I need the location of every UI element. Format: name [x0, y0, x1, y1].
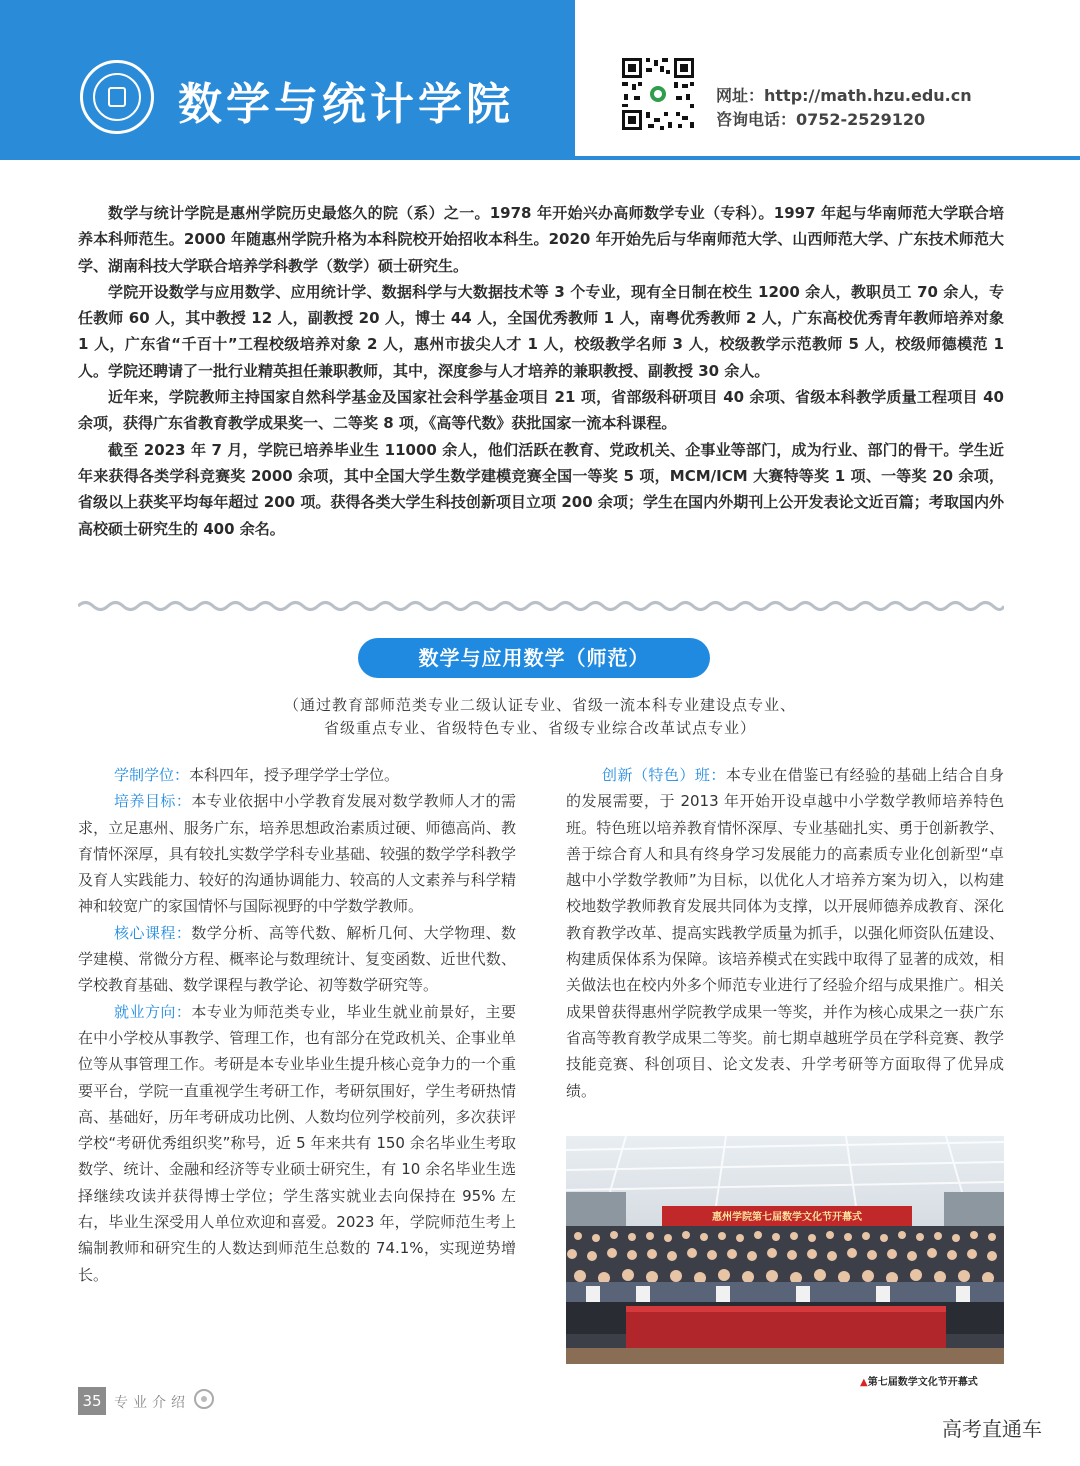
caption-text: 第七届数学文化节开幕式 [867, 1377, 978, 1388]
university-logo [80, 60, 154, 134]
logo-ring [93, 73, 141, 121]
page-number: 35 [78, 1387, 106, 1415]
phone-text: 咨询电话：0752-2529120 [716, 110, 926, 129]
wave-divider [78, 598, 1004, 614]
career-section [78, 999, 516, 1288]
career-text: 本专业为师范类专业，毕业生就业前景好，主要在中小学校从事教学、管理工作，也有部分在党政机关、企事业单位等从事管理工作。考研是本专业毕业生提升核心竞争力的一个重要平台，学院一直重视学生考研工作，考研氛围好，学生考研热情高、基础好，历年考研成功比例、人数均位列学校前列，多次获评学校“考研优秀组织奖”称号，近 5 年来共有 150 余名毕业生考取数学、统计、金融和经济等专业硕士研究生，有 10 余名毕业生选择继续攻读并获得博士学位；学生落实就业去向保持在 95% 左右，毕业生深受用人单位欢迎和喜爱。2023 年，学院师范生考上编制教师和研究生的人数达到师范生总数的 74.1%，实现逆势增长。 [78, 1002, 516, 1284]
website-text[interactable]: 网址：http://math.hzu.edu.cn [716, 86, 972, 105]
goal-text: 本专业依据中小学教育发展对数学教师人才的需求，立足惠州、服务广东，培养思想政治素质过硬、师德高尚、教育情怀深厚，具有较扎实数学学科专业基础、较强的数学学科教学及育人实践能力、较好的沟通协调能力、较高的人文素养与科学精神和较宽广的家国情怀与国际视野的中学数学教师。 [78, 792, 516, 916]
degree-text: 本科四年，授予理学学士学位。 [189, 766, 400, 784]
innovation-text: 本专业在借鉴已有经验的基础上结合自身的发展需要，于 2013 年开始开设卓越中小学数学教师培养特色班。特色班以培养教育情怀深厚、专业基础扎实、勇于创新教学、善于综合育人和具有终身学习发展能力的高素质专业化创新型“卓越中小学数学教师”为目标，以优化人才培养方案为切入，以构建校地数学教师教育发展共同体为支撑，以开展师德养成教育、深化教育教学改革、提高实践教学质量为抓手，以强化师资队伍建设、构建质保体系为保障。该培养模式在实践中取得了显著的成效，相关做法也在校内外多个师范专业进行了经验介绍与成果推广。相关成果曾获得惠州学院教学成果一等奖，并作为核心成果之一获广东省高等教育教学成果二等奖。前七期卓越班学员在学科竞赛、教学技能竞赛、科创项目、论文发表、升学考研等方面取得了优异成绩。 [566, 766, 1004, 1100]
major-title-pill: 数学与应用数学（师范） [358, 638, 710, 678]
courses-section [78, 920, 516, 999]
intro-paragraph: 近年来，学院教师主持国家自然科学基金及国家社会科学基金项目 21 项，省部级科研项目 40 余项、省级本科教学质量工程项目 40 余项，获得广东省教育教学成果奖一、二等奖 8 项，《高等代数》获批国家一流本科课程。 [78, 388, 1004, 433]
degree-section [78, 762, 516, 788]
innovation-term: 创新（特色）班： [602, 766, 726, 784]
event-banner-text: 惠州学院第七届数学文化节开幕式 [712, 1212, 862, 1223]
goal-term: 培养目标： [114, 792, 192, 811]
header-rule [0, 156, 1080, 160]
ceremony-photo [566, 1136, 1004, 1364]
intro-paragraph: 截至 2023 年 7 月，学院已培养毕业生 11000 余人，他们活跃在教育、党政机关、企事业等部门，成为行业、部门的骨干。学生近年来获得各类学科竞赛奖 2000 余项，其中全国大学生数学建模竞赛全国一等奖 5 项，MCM/ICM 大赛特等奖 1 项、一等奖 20 余项，省级以上获奖平均每年超过 200 项。获得各类大学生科技创新项目立项 200 余项；学生在国内外期刊上公开发表论文近百篇；考取国内外高校硕士研究生的 400 余名。 [78, 440, 1004, 538]
college-intro [78, 200, 1004, 542]
accreditation-line: 省级重点专业、省级特色专业、省级专业综合改革试点专业） [323, 719, 756, 737]
college-title: 数学与统计学院 [178, 79, 514, 130]
goal-section [78, 788, 516, 919]
intro-paragraph: 数学与统计学院是惠州学院历史最悠久的院（系）之一。1978 年开始兴办高师数学专业（专科）。1997 年起与华南师范大学联合培养本科师范生。2000 年随惠州学院升格为本科院校开始招收本科生。2020 年开始先后与华南师范大学、山西师范大学、广东技术师范大学、湖南科技大学联合培养学科教学（数学）硕士研究生。 [78, 204, 1004, 275]
major-accreditation [120, 694, 960, 740]
right-column [566, 762, 1004, 1104]
caption-triangle-icon: ▲ [860, 1377, 868, 1388]
logo-emblem-icon [108, 87, 126, 107]
innovation-section [566, 762, 1004, 1104]
contact-info [716, 84, 972, 132]
courses-term: 核心课程： [114, 923, 192, 942]
photo-caption [860, 1373, 978, 1388]
courses-text: 数学分析、高等代数、解析几何、大学物理、数学建模、常微分方程、概率论与数理统计、复变函数、近世代数、学校教育基础、数学课程与教学论、初等数学研究等。 [78, 923, 516, 995]
left-column [78, 762, 516, 1288]
section-label: 专业介绍 [114, 1395, 190, 1411]
intro-paragraph: 学院开设数学与应用数学、应用统计学、数据科学与大数据技术等 3 个专业，现有全日制在校生 1200 余人，教职员工 70 余人，专任教师 60 人，其中教授 12 人，副教授 20 人，博士 44 人，全国优秀教师 1 人，南粤优秀教师 2 人，广东高校优秀青年教师培养对象 1 人，广东省“千百十”工程校级培养对象 2 人，惠州市拔尖人才 1 人，校级教学名师 3 人，校级教学示范教师 5 人，校级师德模范 1 人。学院还聘请了一批行业精英担任兼职教师，其中，深度参与人才培养的兼职教授、副教授 30 余人。 [78, 282, 1004, 380]
watermark: 高考直通车 [942, 1417, 1042, 1441]
accreditation-line: （通过教育部师范类专业二级认证专业、省级一流本科专业建设点专业、 [283, 696, 796, 714]
career-term: 就业方向： [114, 1002, 192, 1021]
section-ornament-icon [194, 1389, 214, 1409]
qr-code-icon [620, 56, 696, 132]
degree-term: 学制学位： [114, 766, 190, 784]
